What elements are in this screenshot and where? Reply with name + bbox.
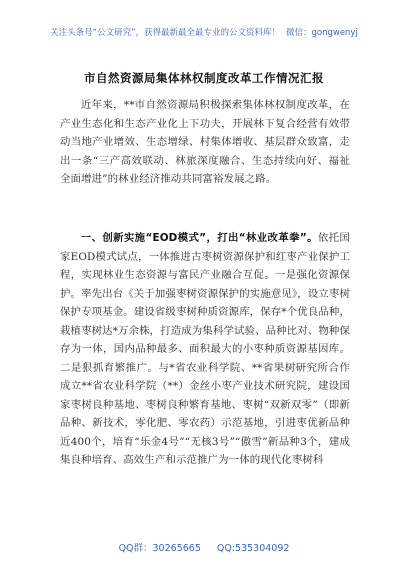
footer-qq: QQ:535304092 (216, 543, 290, 554)
header-banner (0, 26, 408, 38)
section-1-body: 依托国家EOD模式试点，一体推进古枣树资源保护和红枣产业保护工程，实现林业生态资源与富民产业融合互促。一是强化资源保护。率先出台《关于加强枣树资源保护的实施意见》，设立枣树保护专项基金。建设省级枣树种质资源库，保存*个优良品种，栽植枣树达*万余株，打造成为集科学试验、品种比对、物种保存为一体，国内品种最多、面积最大的小枣种质资源基因库。二是狠抓育繁推广。与*省农业科学院、**省果树研究所合作成立**省农业科学院（**）金丝小枣产业技术研究院，建设国家枣树良种基地、枣树良种繁育基地、枣树“双新双零”（即新品种、新技术，零化肥、零农药）示范基地，引进枣优新品种近400个，培育“乐金4号”“无核3号”“傲雪”新品种3个，建成集良种培育、高效生产和示范推广为一体的现代化枣树科 (60, 232, 350, 466)
paragraph-2 (60, 229, 350, 470)
banner-wechat: 微信：gongwenyj (285, 28, 358, 38)
footer-qq-group: QQ群：30265665 (118, 543, 201, 554)
paragraph-1: 近年来，**市自然资源局积极探索集体林权制度改革，在产业生态化和生态产业化上下功夫，开展林下复合经营有效带动当地产业增效、生态增绿、村集体增收、基层群众致富，走出一条“三产高效联动、林旅深度融合、生态持续向好、福祉全面增进”的林业经济推动共同富裕发展之路。 (60, 99, 350, 185)
banner-text: 关注头条号“公文研究”，获得最新最全最专业的公文资料库！ (50, 28, 280, 38)
section-1-heading: 一、创新实施“EOD模式”，打出“林业改革拳”。 (80, 232, 318, 244)
paragraph-intro (60, 96, 350, 189)
section-1 (60, 229, 350, 470)
document-title: 市自然资源局集体林权制度改革工作情况汇报 (84, 71, 324, 85)
footer-contact (0, 540, 408, 554)
